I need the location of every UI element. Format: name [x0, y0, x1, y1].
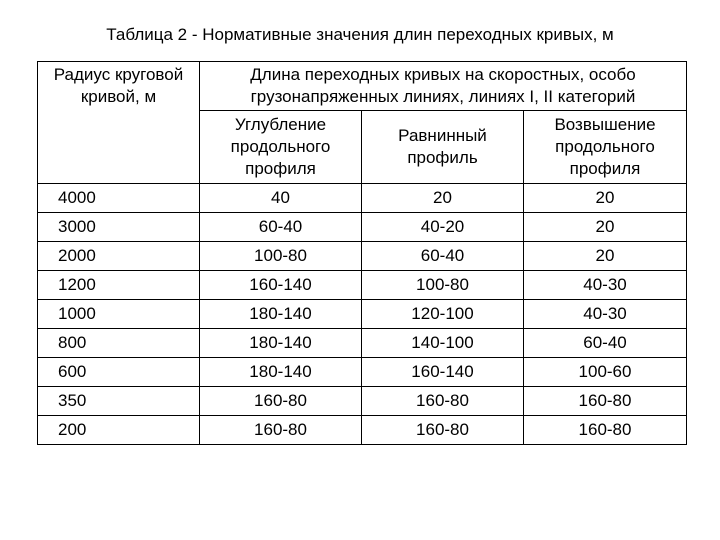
header-sub-line: Равнинный: [398, 126, 487, 145]
table-row: [38, 242, 687, 271]
cell-value: 120-100: [362, 300, 524, 329]
table-row: [38, 387, 687, 416]
cell-value: 180-140: [200, 300, 362, 329]
header-radius-line: Радиус круговой: [53, 65, 184, 84]
cell-value: 60-40: [200, 213, 362, 242]
cell-radius: 1200: [38, 271, 200, 300]
cell-value: 40-20: [362, 213, 524, 242]
cell-value: 100-80: [362, 271, 524, 300]
header-row-1: [38, 62, 687, 111]
header-group: [200, 62, 687, 111]
header-sub-line: профиля: [569, 159, 641, 178]
cell-value: 140-100: [362, 329, 524, 358]
header-sub-line: профиля: [245, 159, 316, 178]
header-sub-line: Возвышение: [554, 115, 656, 134]
header-sub-flat: [362, 111, 524, 184]
header-sub-line: профиль: [407, 148, 478, 167]
cell-radius: 600: [38, 358, 200, 387]
table-caption: Таблица 2 - Нормативные значения длин переходных кривых, м: [106, 25, 614, 44]
cell-value: 160-80: [200, 387, 362, 416]
cell-value: 40: [200, 184, 362, 213]
cell-value: 40-30: [524, 300, 687, 329]
cell-value: 60-40: [524, 329, 687, 358]
cell-value: 180-140: [200, 358, 362, 387]
cell-value: 160-140: [200, 271, 362, 300]
cell-radius: 2000: [38, 242, 200, 271]
normative-table: [37, 61, 687, 445]
header-sub-line: Углубление: [234, 115, 327, 134]
header-sub-cut: [200, 111, 362, 184]
cell-value: 160-140: [362, 358, 524, 387]
table-row: [38, 184, 687, 213]
cell-value: 160-80: [524, 416, 687, 445]
cell-radius: 200: [38, 416, 200, 445]
cell-value: 40-30: [524, 271, 687, 300]
cell-value: 20: [524, 213, 687, 242]
header-group-line: грузонапряженных линиях, линиях I, II категорий: [250, 87, 636, 106]
table-row: [38, 271, 687, 300]
cell-value: 60-40: [362, 242, 524, 271]
table-row: [38, 416, 687, 445]
cell-value: 20: [524, 184, 687, 213]
cell-value: 100-80: [200, 242, 362, 271]
header-radius-line: кривой, м: [80, 87, 157, 106]
cell-value: 20: [362, 184, 524, 213]
header-sub-line: продольного: [230, 137, 331, 156]
cell-value: 180-140: [200, 329, 362, 358]
cell-value: 160-80: [200, 416, 362, 445]
header-radius: [38, 62, 200, 184]
cell-radius: 350: [38, 387, 200, 416]
cell-value: 100-60: [524, 358, 687, 387]
cell-radius: 3000: [38, 213, 200, 242]
cell-value: 160-80: [362, 387, 524, 416]
table-row: [38, 358, 687, 387]
table-row: [38, 300, 687, 329]
cell-radius: 4000: [38, 184, 200, 213]
table-row: [38, 213, 687, 242]
header-sub-line: продольного: [555, 137, 655, 156]
header-group-line: Длина переходных кривых на скоростных, особо: [250, 65, 636, 84]
cell-value: 160-80: [524, 387, 687, 416]
cell-radius: 800: [38, 329, 200, 358]
cell-value: 20: [524, 242, 687, 271]
cell-radius: 1000: [38, 300, 200, 329]
header-sub-rise: [524, 111, 687, 184]
table-row: [38, 329, 687, 358]
cell-value: 160-80: [362, 416, 524, 445]
